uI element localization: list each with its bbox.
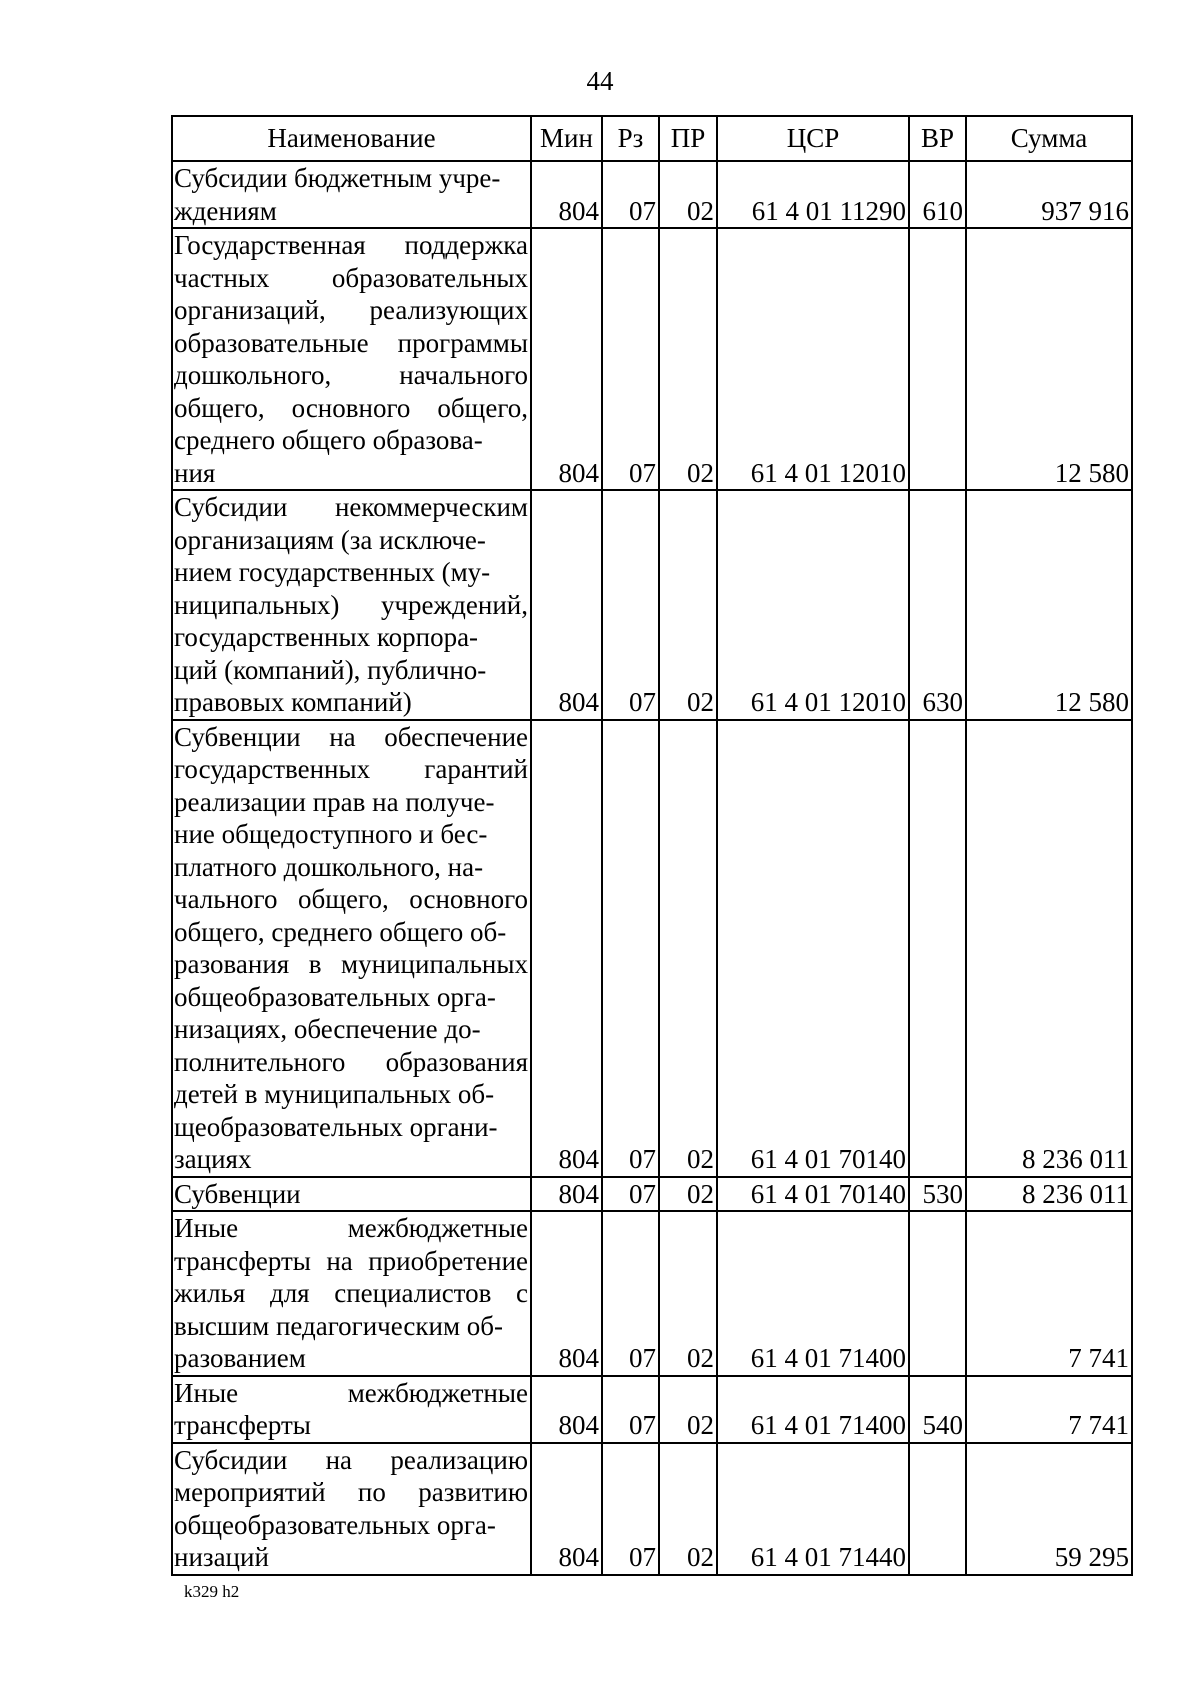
table-row [172, 1443, 1132, 1575]
table-row [172, 490, 1132, 720]
cell-min: 804 [531, 1376, 602, 1443]
cell-vr: 540 [909, 1376, 966, 1443]
table-row [172, 1376, 1132, 1443]
cell-min: 804 [531, 1211, 602, 1376]
header-csr: ЦСР [717, 116, 909, 161]
cell-csr: 61 4 01 71400 [717, 1211, 909, 1376]
budget-table [171, 115, 1133, 1576]
cell-rz: 07 [602, 1443, 659, 1575]
cell-min: 804 [531, 490, 602, 720]
header-pr: ПР [659, 116, 717, 161]
cell-vr: 610 [909, 161, 966, 228]
cell-pr: 02 [659, 1177, 717, 1212]
cell-rz: 07 [602, 228, 659, 490]
cell-rz: 07 [602, 1177, 659, 1212]
cell-name: Субвенции [172, 1177, 531, 1212]
cell-name: Субсидии некоммерческим организациям (за исключе- нием государственных (му- ниципальных) учреждений, государственных корпора- ций (компаний), публично- правовых компаний) [172, 490, 531, 720]
cell-csr: 61 4 01 70140 [717, 720, 909, 1177]
cell-sum: 937 916 [966, 161, 1132, 228]
cell-min: 804 [531, 1443, 602, 1575]
cell-name: Иные межбюджетные трансферты на приобретение жилья для специалистов с высшим педагогическим об- разованием [172, 1211, 531, 1376]
table-row [172, 1177, 1132, 1212]
cell-name: Субвенции на обеспечение государственных гарантий реализации прав на получе- ние общедоступного и бес- платного дошкольного, на- чального общего, основного общего, среднего общего об- разования в муниципальных общеобразовательных орга- низациях, обеспечение до- полнительного образования детей в муниципальных об- щеобразовательных органи- зациях [172, 720, 531, 1177]
table-row [172, 228, 1132, 490]
cell-vr: 530 [909, 1177, 966, 1212]
cell-pr: 02 [659, 720, 717, 1177]
cell-csr: 61 4 01 12010 [717, 228, 909, 490]
cell-csr: 61 4 01 71440 [717, 1443, 909, 1575]
cell-sum: 12 580 [966, 228, 1132, 490]
header-vr: ВР [909, 116, 966, 161]
cell-vr [909, 1443, 966, 1575]
table-row [172, 161, 1132, 228]
cell-sum: 59 295 [966, 1443, 1132, 1575]
cell-sum: 8 236 011 [966, 1177, 1132, 1212]
page-number: 44 [586, 66, 614, 96]
cell-pr: 02 [659, 161, 717, 228]
cell-vr: 630 [909, 490, 966, 720]
cell-min: 804 [531, 161, 602, 228]
cell-csr: 61 4 01 12010 [717, 490, 909, 720]
cell-rz: 07 [602, 720, 659, 1177]
cell-name: Государственная поддержка частных образовательных организаций, реализующих образовательные программы дошкольного, начального общего, основного общего, среднего общего образова- ния [172, 228, 531, 490]
header-row [172, 116, 1132, 161]
header-rz: Рз [602, 116, 659, 161]
cell-sum: 8 236 011 [966, 720, 1132, 1177]
cell-sum: 7 741 [966, 1376, 1132, 1443]
cell-csr: 61 4 01 71400 [717, 1376, 909, 1443]
cell-name: Субсидии на реализацию мероприятий по развитию общеобразовательных орга- низаций [172, 1443, 531, 1575]
cell-vr [909, 1211, 966, 1376]
header-sum: Сумма [966, 116, 1132, 161]
cell-min: 804 [531, 228, 602, 490]
cell-pr: 02 [659, 1376, 717, 1443]
cell-vr [909, 228, 966, 490]
cell-pr: 02 [659, 490, 717, 720]
cell-rz: 07 [602, 1211, 659, 1376]
cell-rz: 07 [602, 490, 659, 720]
header-name: Наименование [172, 116, 531, 161]
cell-sum: 12 580 [966, 490, 1132, 720]
cell-csr: 61 4 01 70140 [717, 1177, 909, 1212]
cell-vr [909, 720, 966, 1177]
header-min: Мин [531, 116, 602, 161]
cell-name: Субсидии бюджетным учре- ждениям [172, 161, 531, 228]
cell-csr: 61 4 01 11290 [717, 161, 909, 228]
cell-min: 804 [531, 720, 602, 1177]
cell-min: 804 [531, 1177, 602, 1212]
table-row [172, 1211, 1132, 1376]
footer-code: k329 h2 [184, 1582, 240, 1601]
cell-name: Иные межбюджетные трансферты [172, 1376, 531, 1443]
cell-rz: 07 [602, 1376, 659, 1443]
cell-pr: 02 [659, 228, 717, 490]
table-row [172, 720, 1132, 1177]
cell-rz: 07 [602, 161, 659, 228]
cell-pr: 02 [659, 1211, 717, 1376]
cell-pr: 02 [659, 1443, 717, 1575]
cell-sum: 7 741 [966, 1211, 1132, 1376]
